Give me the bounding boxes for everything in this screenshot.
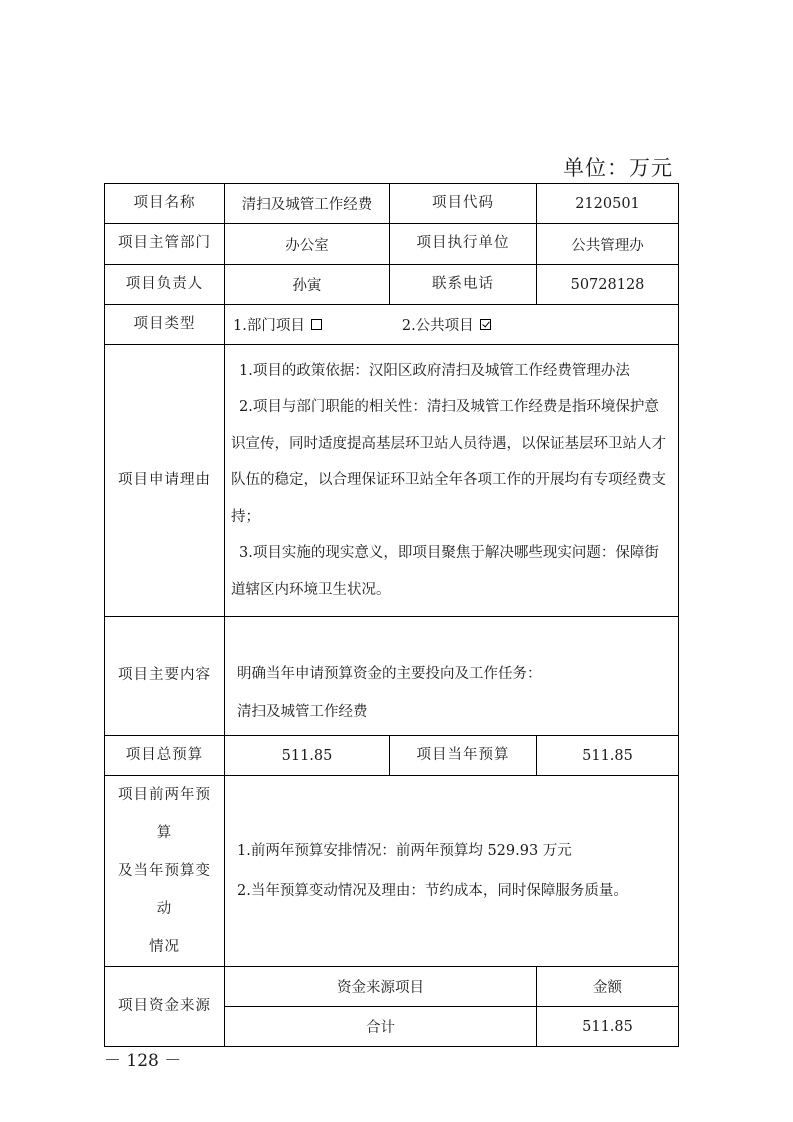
total-budget-label: 项目总预算: [105, 736, 225, 776]
owner-value: 孙寅: [225, 265, 390, 305]
prev-budget-paragraph-1: 1.前两年预算安排情况：前两年预算均 529.93 万元: [237, 843, 572, 859]
reason-label: 项目申请理由: [105, 345, 225, 617]
fund-amount-column-header: 金额: [537, 967, 679, 1007]
current-budget-label: 项目当年预算: [390, 736, 537, 776]
project-form-table: [104, 183, 679, 1047]
project-name-value: 清扫及城管工作经费: [225, 184, 390, 224]
reason-paragraph-3: 3.项目实施的现实意义，即项目聚焦于解决哪些现实问题：保障街道辖区内环境卫生状况。: [231, 545, 659, 598]
project-name-label: 项目名称: [105, 184, 225, 224]
type-option-public[interactable]: [402, 314, 491, 335]
type-option-department[interactable]: [233, 314, 322, 335]
total-budget-value: 511.85: [225, 736, 390, 776]
reason-paragraph-1: 1.项目的政策依据：汉阳区政府清扫及城管工作经费管理办法: [239, 362, 630, 379]
content-paragraph-2: 清扫及城管工作经费: [237, 704, 368, 720]
prev-budget-label-line-2: 及当年预算变动: [118, 863, 211, 917]
project-code-value: 2120501: [537, 184, 679, 224]
fund-total-label: 合计: [225, 1007, 537, 1047]
type-option-public-label: 2.公共项目: [401, 318, 474, 334]
fund-source-column-header: 资金来源项目: [225, 967, 537, 1007]
content-label: 项目主要内容: [105, 617, 225, 736]
page-number: － 128 －: [104, 1051, 182, 1071]
owner-label: 项目负责人: [105, 265, 225, 305]
project-code-label: 项目代码: [390, 184, 537, 224]
dept-value: 办公室: [225, 224, 390, 265]
phone-label: 联系电话: [390, 265, 537, 305]
exec-unit-value: 公共管理办: [537, 224, 679, 265]
reason-text: [225, 345, 679, 617]
fund-total-value: 511.85: [537, 1007, 679, 1047]
prev-budget-label: [105, 776, 225, 967]
content-text: [225, 617, 679, 736]
prev-budget-label-line-3: 情况: [149, 939, 180, 955]
exec-unit-label: 项目执行单位: [390, 224, 537, 265]
prev-budget-label-line-1: 项目前两年预算: [118, 787, 211, 841]
unchecked-box-icon[interactable]: [311, 319, 322, 330]
project-type-options: [225, 305, 679, 345]
prev-budget-paragraph-2: 2.当年预算变动情况及理由：节约成本，同时保障服务质量。: [237, 883, 628, 899]
fund-source-label: 项目资金来源: [105, 967, 225, 1047]
project-type-label: 项目类型: [105, 305, 225, 345]
type-option-department-label: 1.部门项目: [233, 318, 305, 334]
reason-paragraph-2: 2.项目与部门职能的相关性：清扫及城管工作经费是指环境保护意识宣传，同时适度提高基层环卫站人员待遇，以保证基层环卫站人才队伍的稳定，以合理保证环卫站全年各项工作的开展均有专项经费支持；: [231, 399, 666, 525]
unit-label: 单位：万元: [563, 156, 673, 180]
phone-value: 50728128: [537, 265, 679, 305]
content-paragraph-1: 明确当年申请预算资金的主要投向及工作任务：: [237, 666, 542, 682]
current-budget-value: 511.85: [537, 736, 679, 776]
dept-label: 项目主管部门: [105, 224, 225, 265]
prev-budget-text: [225, 776, 679, 967]
checked-box-icon[interactable]: [480, 319, 491, 330]
